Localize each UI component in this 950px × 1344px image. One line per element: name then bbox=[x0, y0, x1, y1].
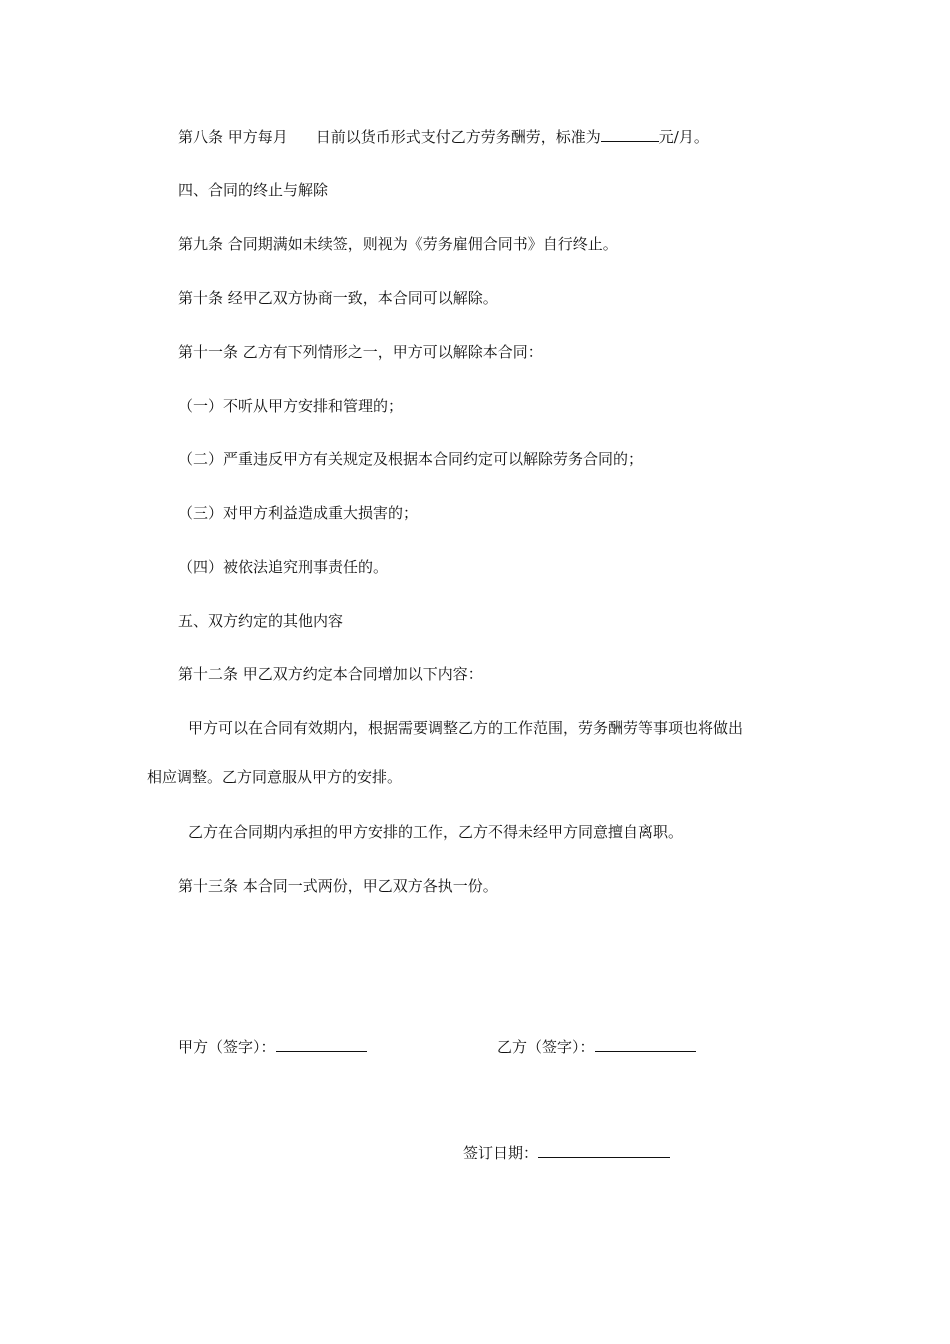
signing-date-label: 签订日期： bbox=[463, 1144, 539, 1162]
salary-blank bbox=[601, 127, 659, 142]
article-11-item-4: （四）被依法追究刑事责任的。 bbox=[178, 558, 389, 576]
article-10: 第十条 经甲乙双方协商一致，本合同可以解除。 bbox=[178, 289, 498, 307]
article-9: 第九条 合同期满如未续签，则视为《劳务雇佣合同书》自行终止。 bbox=[178, 235, 618, 253]
article-11-item-1: （一）不听从甲方安排和管理的； bbox=[178, 397, 404, 415]
article-11: 第十一条 乙方有下列情形之一，甲方可以解除本合同： bbox=[178, 343, 543, 361]
section-5-title: 五、双方约定的其他内容 bbox=[178, 612, 344, 630]
party-a-signature bbox=[178, 1037, 367, 1057]
party-b-signature bbox=[497, 1037, 696, 1057]
section-4-title: 四、合同的终止与解除 bbox=[178, 181, 329, 199]
article-11-item-2: （二）严重违反甲方有关规定及根据本合同约定可以解除劳务合同的； bbox=[178, 450, 644, 468]
article-8-part-b: 日前以货币形式支付乙方劳务酬劳，标准为 bbox=[315, 128, 601, 146]
article-8 bbox=[178, 127, 709, 147]
article-12-paragraph-1-line-1: 甲方可以在合同有效期内，根据需要调整乙方的工作范围，劳务酬劳等事项也将做出 bbox=[188, 719, 744, 737]
article-8-part-c: 元/月。 bbox=[658, 128, 709, 146]
party-b-label: 乙方（签字）： bbox=[497, 1038, 595, 1056]
article-11-item-3: （三）对甲方利益造成重大损害的； bbox=[178, 504, 419, 522]
party-b-signature-blank bbox=[595, 1037, 696, 1052]
article-12: 第十二条 甲乙双方约定本合同增加以下内容： bbox=[178, 665, 483, 683]
party-a-label: 甲方（签字）： bbox=[178, 1038, 276, 1056]
article-13: 第十三条 本合同一式两份，甲乙双方各执一份。 bbox=[178, 877, 498, 895]
article-12-paragraph-2: 乙方在合同期内承担的甲方安排的工作，乙方不得未经甲方同意擅自离职。 bbox=[188, 823, 684, 841]
party-a-signature-blank bbox=[276, 1037, 367, 1052]
article-12-paragraph-1-line-2: 相应调整。乙方同意服从甲方的安排。 bbox=[147, 768, 403, 786]
article-8-part-a: 第八条 甲方每月 bbox=[178, 128, 288, 146]
signing-date bbox=[463, 1143, 670, 1163]
signing-date-blank bbox=[538, 1143, 670, 1158]
